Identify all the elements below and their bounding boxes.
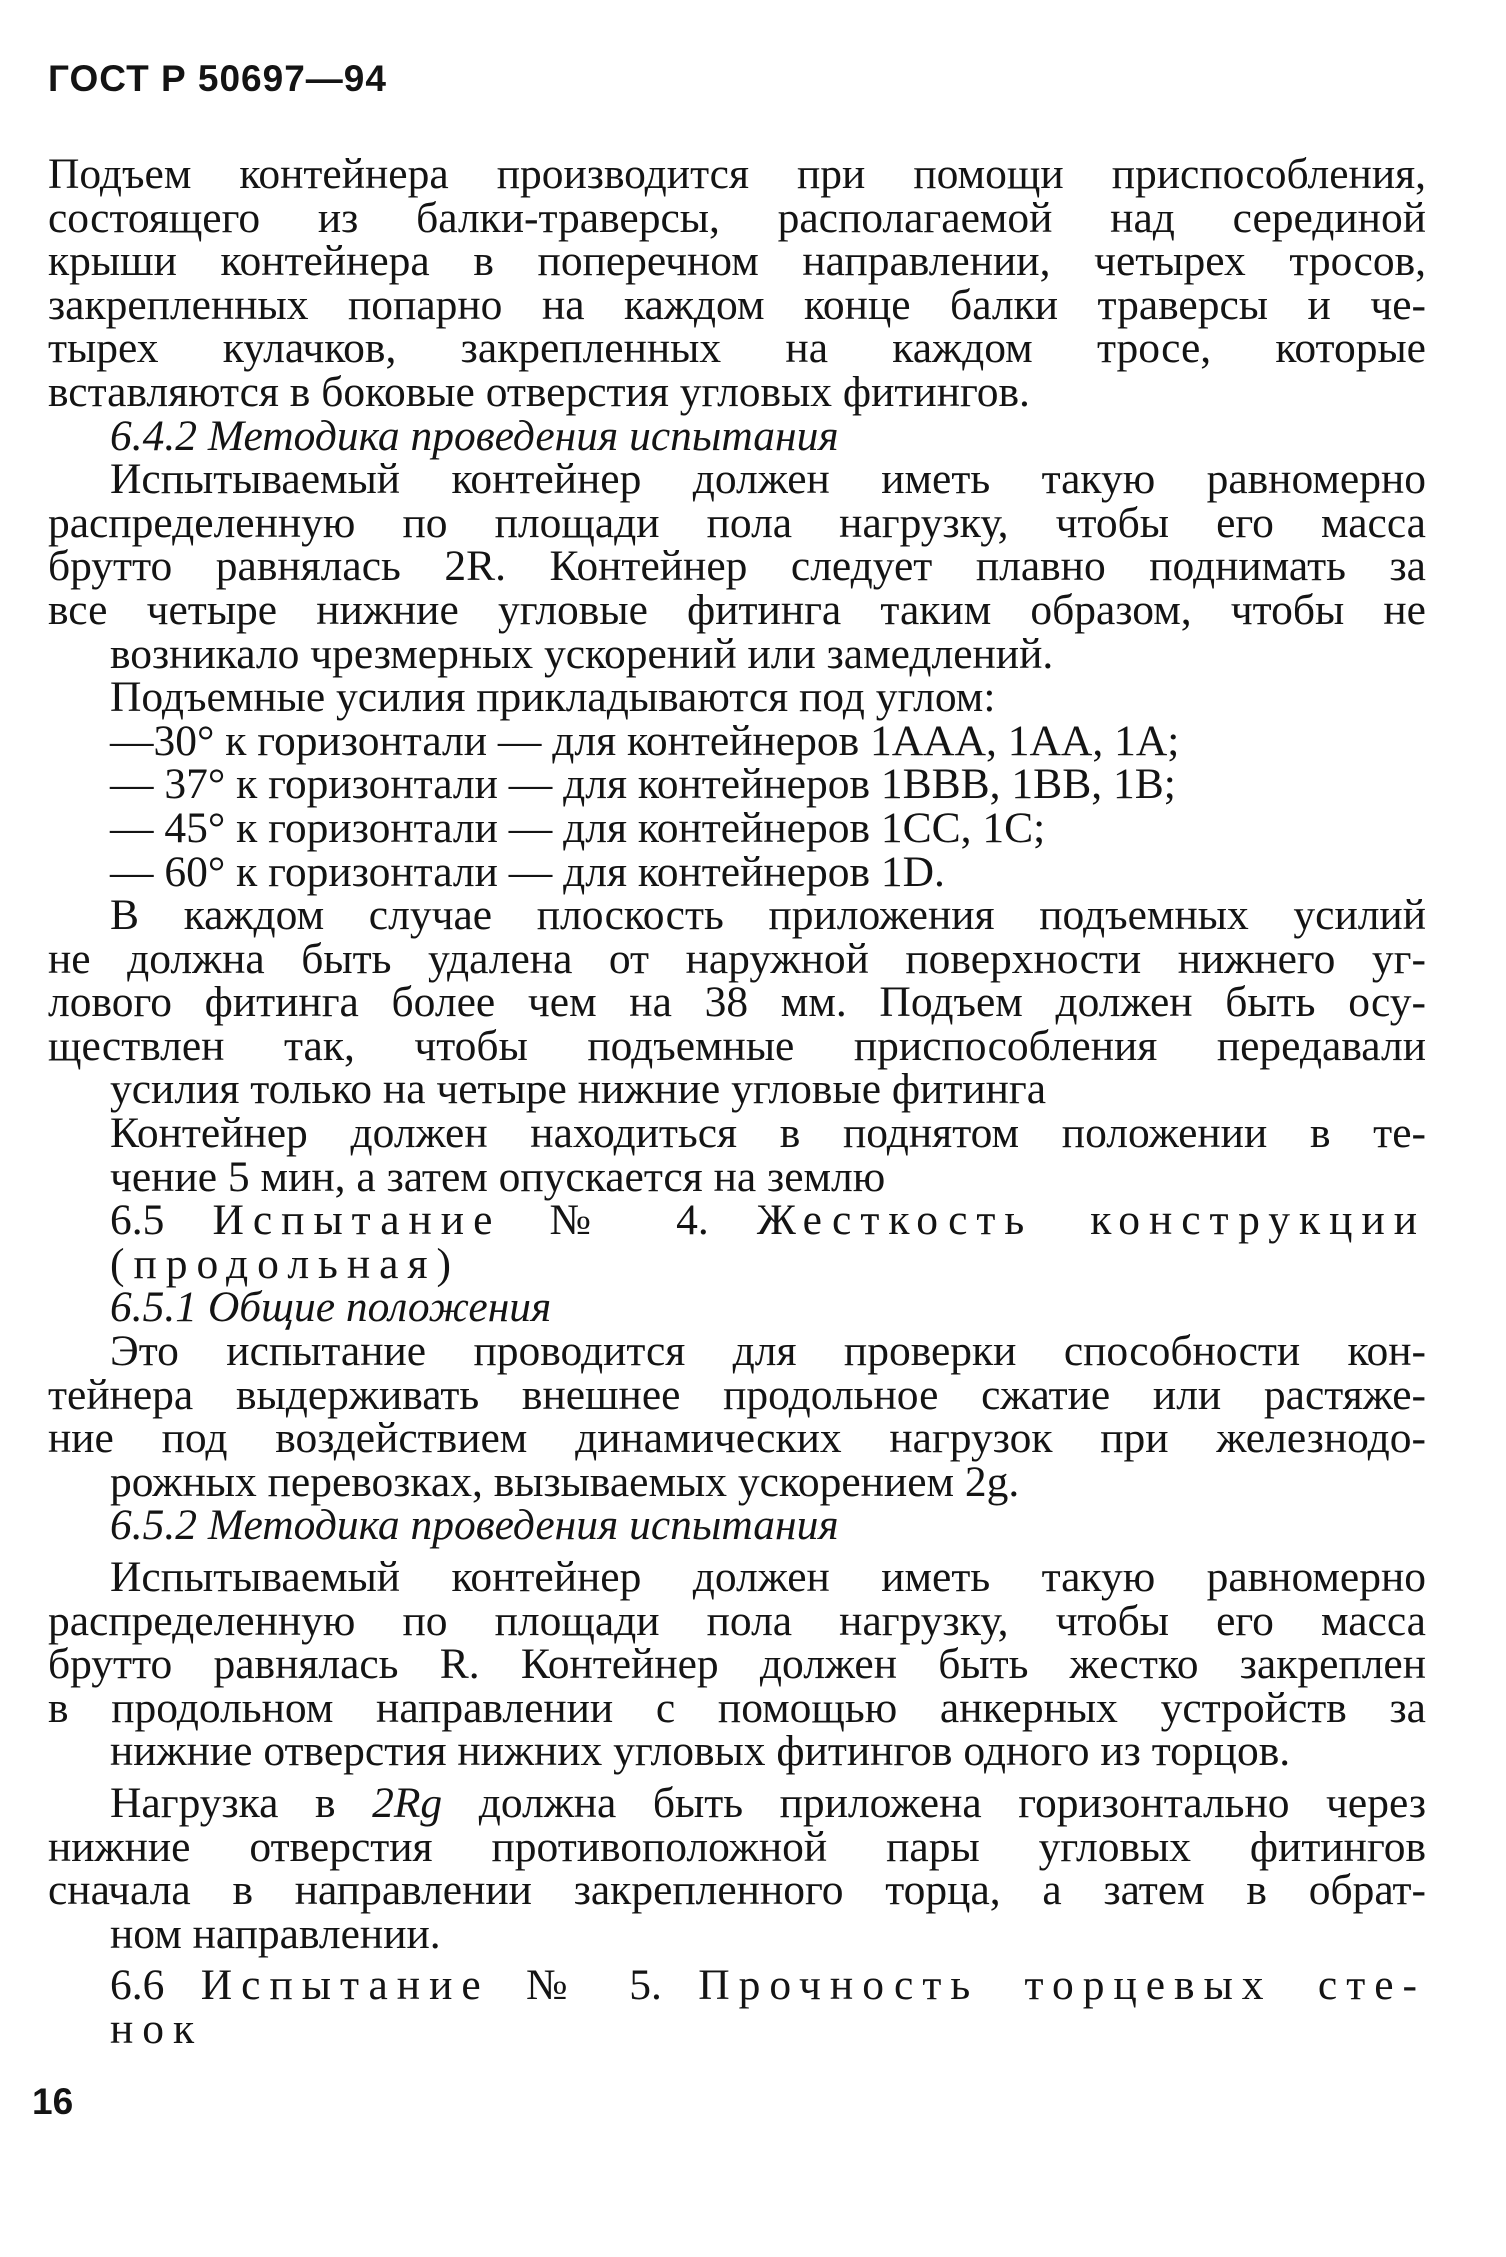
heading-6-4-2: 6.4.2 Методика проведения испытания [110,411,839,460]
paragraph-lifted-position: Контейнер должен находиться в поднятом положении в те- чение 5 мин, а затем опускается на землю [110,1109,1426,1201]
heading-6-5-2: 6.5.2 Методика проведения испытания [110,1501,839,1550]
paragraph-test-method-2: Испытываемый контейнер должен иметь такую равномерно распределенную по площади пола нагрузку, чтобы его масса брутто равнялась R. Контейнер должен быть жестко закреплен в продольном направлении с помощью анкерных устройств за нижние отверстия нижних угловых фитингов одного из торцов. [48,1553,1426,1776]
paragraph-lifting-plane: В каждом случае плоскость приложения подъемных усилий не должна быть удалена от наружной поверхности нижнего уг- лового фитинга более чем на 38 мм. Подъем должен быть осу- ществлен так, чтобы подъемные приспособления передавали усилия только на четыре нижние угловые фитинга [48,891,1426,1114]
angle-item-3: — 45° к горизонтали — для контейнеров 1СС, 1С; [110,803,1046,852]
heading-6-5-1: 6.5.1 Общие положения [110,1283,552,1332]
document-header: ГОСТ Р 50697—94 [48,58,387,99]
paragraph-lifting-device: Подъем контейнера производится при помощи приспособления, состоящего из балки-траверсы, располагаемой над серединой крыши контейнера в поперечном направлении, четырех тросов, закрепленных попарно на каждом конце балки траверсы и че- тырех кулачков, закрепленных на каждом тросе, которые вставляются в боковые отверстия угловых фитингов. [48,150,1426,416]
paragraph-load-application: Нагрузка в 2Rg должна быть приложена горизонтально через нижние отверстия противоположной пары угловых фитингов сначала в направлении закрепленного торца, а затем в обрат- ном направлении. [48,1778,1427,1958]
page-number: 16 [32,2081,74,2122]
heading-6-6: 6.6 Испытание № 5. Прочность торцевых сте- нок [110,1961,1426,2053]
paragraph-lifting-angles: Подъемные усилия прикладываются под углом: [110,673,996,722]
paragraph-general-provisions: Это испытание проводится для проверки способности кон- тейнера выдерживать внешнее продольное сжатие или растяже- ние под воздействием динамических нагрузок при железнодо- рожных перевозках, вызываемых ускорением 2g. [48,1327,1426,1506]
angle-item-1: —30° к горизонтали — для контейнеров 1ААА, 1АА, 1А; [110,716,1180,765]
document-body [48,150,1427,2053]
angle-item-4: — 60° к горизонтали — для контейнеров 1D. [110,847,945,896]
angle-item-2: — 37° к горизонтали — для контейнеров 1ВВВ, 1ВВ, 1В; [110,760,1176,809]
heading-6-5: 6.5 Испытание № 4. Жесткость конструкции (продольная) [110,1196,1427,1288]
paragraph-test-method-1: Испытываемый контейнер должен иметь такую равномерно распределенную по площади пола нагрузку, чтобы его масса брутто равнялась 2R. Контейнер следует плавно поднимать за все четыре нижние угловые фитинга таким образом, чтобы не возникало чрезмерных ускорений или замедлений. [48,455,1426,678]
